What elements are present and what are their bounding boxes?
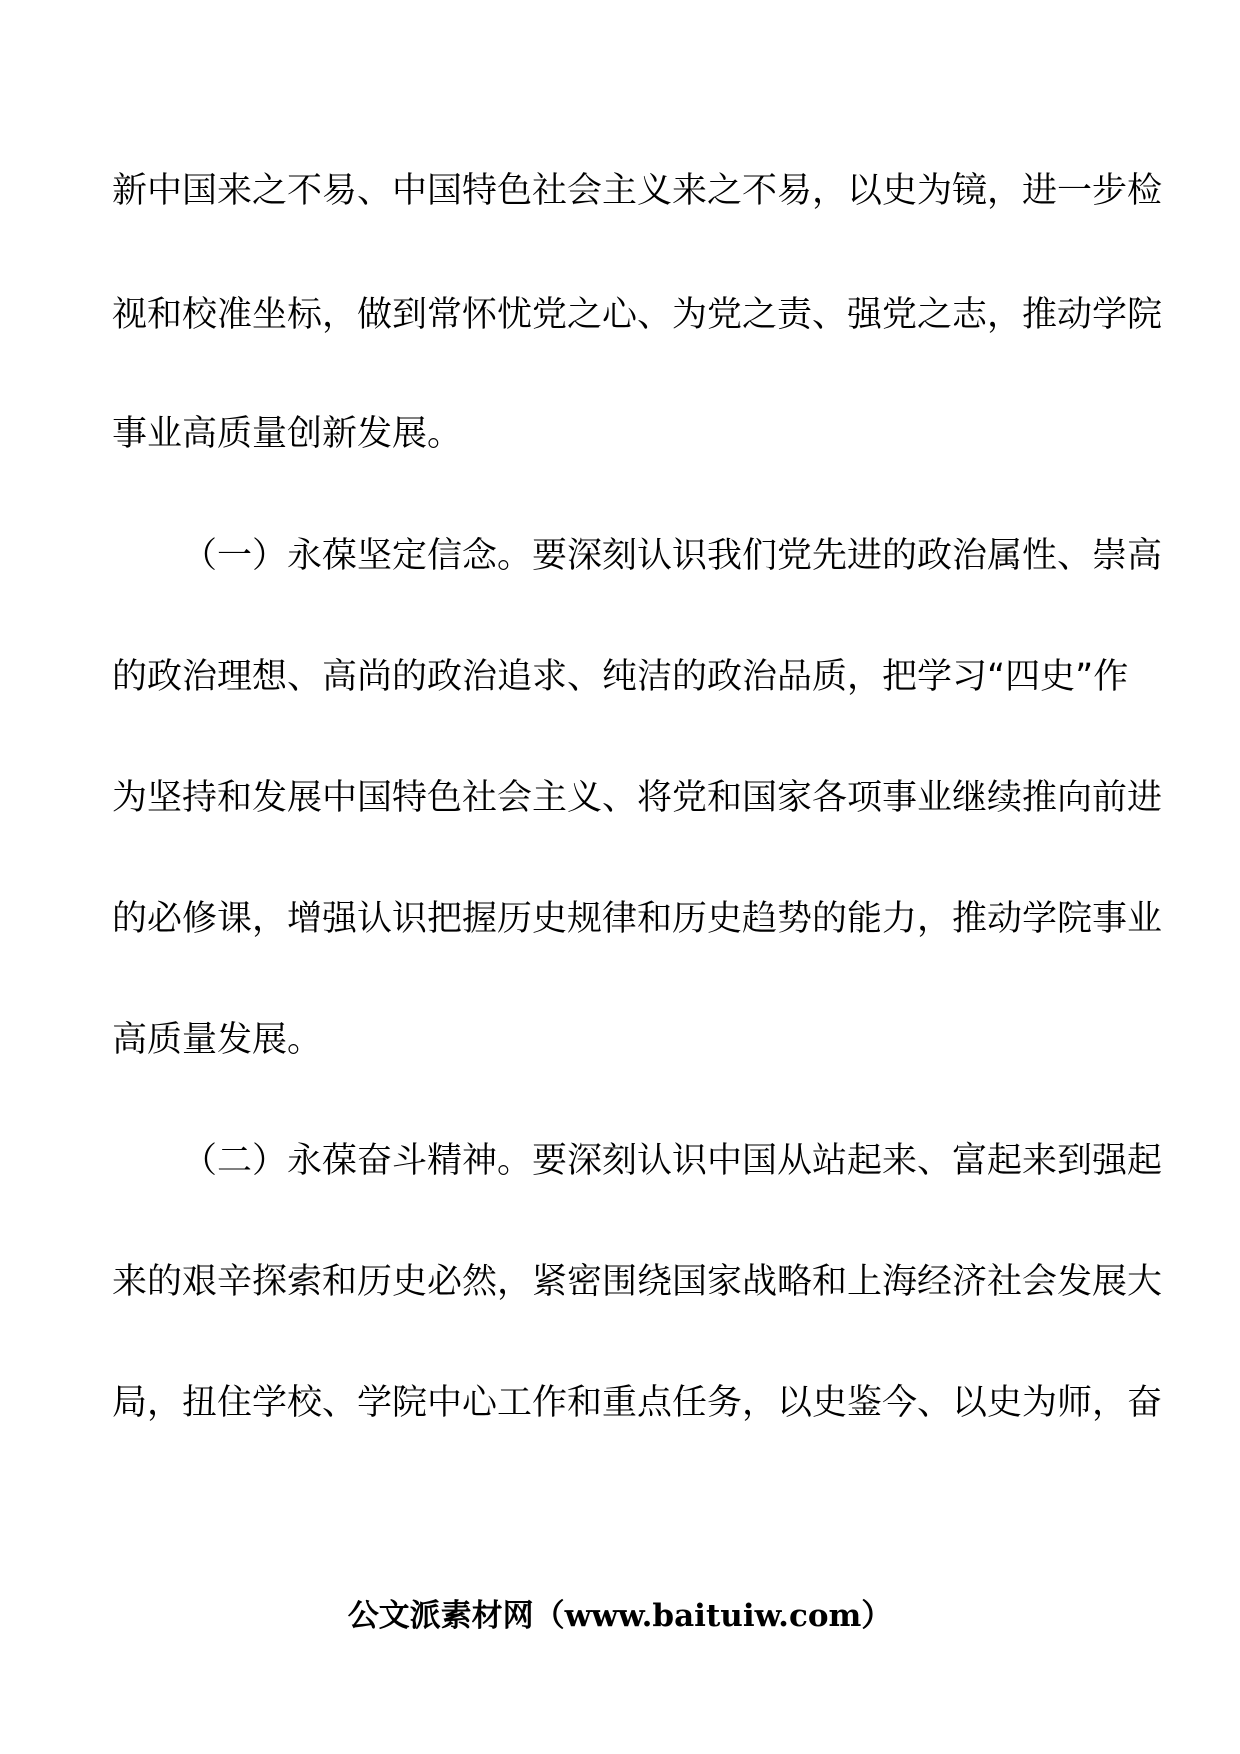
paragraph-line: 高质量发展。: [112, 1020, 323, 1060]
paragraph-line: （二）永葆奋斗精神。要深刻认识中国从站起来、富起来到强起: [182, 1141, 1163, 1181]
paragraph-line: 局，扭住学校、学院中心工作和重点任务，以史鉴今、以史为师，奋: [112, 1383, 1163, 1423]
paragraph-line: （一）永葆坚定信念。要深刻认识我们党先进的政治属性、崇高: [182, 536, 1163, 576]
paragraph-line: 为坚持和发展中国特色社会主义、将党和国家各项事业继续推向前进: [112, 778, 1163, 818]
paragraph-line: 的政治理想、高尚的政治追求、纯洁的政治品质，把学习“四史”作: [112, 657, 1129, 697]
paragraph-line: 的必修课，增强认识把握历史规律和历史趋势的能力，推动学院事业: [112, 899, 1163, 939]
footer-watermark: 公文派素材网（www.baituiw.com）: [347, 1598, 893, 1634]
paragraph-line: 视和校准坐标，做到常怀忧党之心、为党之责、强党之志，推动学院: [112, 295, 1163, 335]
paragraph-line: 事业高质量创新发展。: [112, 414, 463, 454]
paragraph-line: 新中国来之不易、中国特色社会主义来之不易，以史为镜，进一步检: [112, 171, 1163, 211]
paragraph-line: 来的艰辛探索和历史必然，紧密围绕国家战略和上海经济社会发展大: [112, 1262, 1163, 1302]
